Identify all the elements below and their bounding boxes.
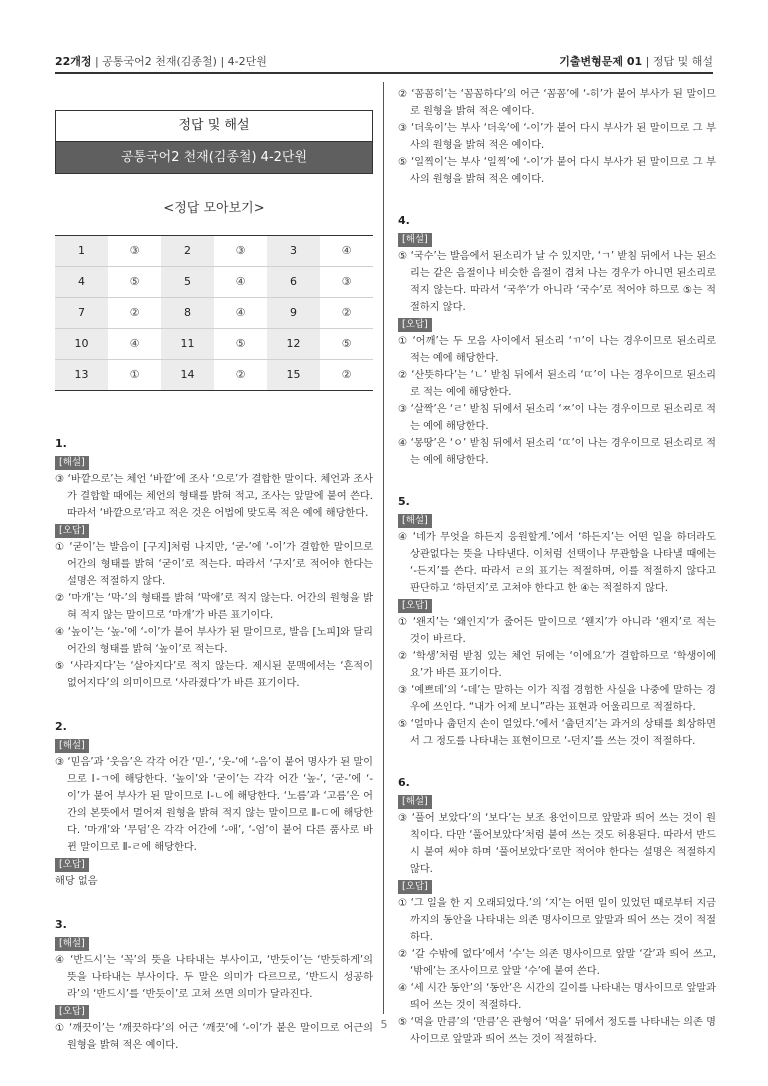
question-1-number: 1. (55, 437, 67, 450)
answer-choice: ② (108, 298, 161, 328)
question-number: 9 (267, 298, 320, 328)
explain-tag: [해설] (398, 233, 432, 247)
answer-row (55, 298, 373, 329)
wrong-tag: [오답] (398, 318, 432, 332)
title-box (55, 110, 373, 174)
answer-row (55, 360, 373, 390)
explain-tag: [해설] (55, 937, 89, 951)
question-3-wrong-item: ③ ‘더욱이’는 부사 ‘더욱’에 ‘-이’가 붙어 다시 부사가 된 말이므로 그 부사의 원형을 밝혀 적은 예이다. (398, 123, 716, 151)
question-1-wrong-item: ② ‘마개’는 ‘막-’의 형태를 밝혀 ‘막애’로 적지 않는다. 어간의 원형을 밝혀 적지 않는 말이므로 ‘마개’가 바른 표기이다. (55, 593, 373, 621)
header-section: | 정답 및 해설 (642, 55, 713, 68)
question-number: 14 (161, 360, 214, 390)
answer-choice: ③ (320, 267, 373, 297)
question-6-wrong-item: ④ ‘세 시간 동안’의 ‘동안’은 시간의 길이를 나타내는 명사이므로 앞말과 띄어 쓰는 것이 적절하다. (398, 983, 716, 1011)
explain-tag: [해설] (55, 456, 89, 470)
header-subject: | 공통국어2 천재(김종철) | 4-2단원 (91, 55, 267, 68)
title-bottom: 공통국어2 천재(김종철) 4-2단원 (56, 142, 372, 173)
question-1-wrong-item: ① ‘굳이’는 발음이 [구지]처럼 나지만, ‘굳-’에 ‘-이’가 결합한 말이므로 어간의 형태를 밝혀 ‘굳이’로 적는다. 따라서 ‘구지’로 적어야 한다는 설명은 적절하지 않다. (55, 542, 373, 587)
question-1-explanation: ③ ‘바깥으로’는 체언 ‘바깥’에 조사 ‘으로’가 결합한 말이다. 체언과 조사가 결합할 때에는 체언의 형태를 밝혀 적고, 조사는 앞말에 붙여 쓴다. 따라서 ‘바깥으로’라고 적은 것은 어법에 맞도록 적은 예에 해당한다. (55, 474, 373, 519)
answer-choice: ⑤ (214, 329, 267, 359)
question-5-section (398, 493, 716, 750)
title-top: 정답 및 해설 (56, 111, 372, 142)
question-number: 15 (267, 360, 320, 390)
question-number: 2 (161, 236, 214, 266)
explain-tag: [해설] (55, 739, 89, 753)
answer-table (55, 235, 373, 391)
question-2-section (55, 718, 373, 890)
question-number: 10 (55, 329, 108, 359)
question-number: 12 (267, 329, 320, 359)
left-column (55, 86, 373, 1054)
question-2-wrong-text: 해당 없음 (55, 876, 98, 887)
answer-choice: ⑤ (108, 267, 161, 297)
answer-row (55, 329, 373, 360)
answer-choice: ④ (320, 236, 373, 266)
wrong-tag: [오답] (398, 599, 432, 613)
header-set-title: 기출변형문제 01 (559, 55, 643, 68)
question-number: 7 (55, 298, 108, 328)
right-column (398, 86, 716, 1048)
answer-choice: ② (214, 360, 267, 390)
answer-choice: ② (320, 360, 373, 390)
question-number: 4 (55, 267, 108, 297)
page-header (55, 52, 713, 70)
question-5-wrong-item: ③ ‘예쁘데’의 ‘-데’는 말하는 이가 직접 경험한 사실을 나중에 말하는 경우에 쓰인다. “내가 어제 보니”라는 표현과 어울리므로 적절하다. (398, 685, 716, 713)
question-number: 13 (55, 360, 108, 390)
question-number: 5 (161, 267, 214, 297)
question-4-explanation: ⑤ ‘국수’는 발음에서 된소리가 날 수 있지만, ‘ㄱ’ 받침 뒤에서 나는 된소리는 같은 음절이나 비슷한 음절이 겹쳐 나는 경우가 아니면 된소리로 적지 않는다. 따라서 ‘국쑤’가 아니라 ‘국수’로 적어야 하므로 ⑤는 적절하지 않다. (398, 251, 716, 313)
question-1-wrong-item: ⑤ ‘사라지다’는 ‘살아지다’로 적지 않는다. 제시된 문맥에서는 ‘흔적이 없어지다’의 의미이므로 ‘사라졌다’가 바른 표기이다. (55, 661, 373, 689)
answer-choice: ③ (214, 236, 267, 266)
question-3-wrong-item: ⑤ ‘일찍이’는 부사 ‘일찍’에 ‘-이’가 붙어 다시 부사가 된 말이므로 그 부사의 원형을 밝혀 적은 예이다. (398, 157, 716, 185)
question-5-explanation: ④ ‘네가 무엇을 하든지 응원할게.’에서 ‘하든지’는 어떤 일을 하더라도 상관없다는 뜻을 나타낸다. 이처럼 선택이나 무관함을 나타낼 때에는 ‘-든지’를 쓴다. 따라서 ㄹ의 표기는 적절하며, 이를 적절하지 않다고 판단하고 ‘하던지’로 고쳐야 한다고 한 ④는 적절하지 않다. (398, 532, 716, 594)
answer-choice: ① (108, 360, 161, 390)
header-rule (55, 72, 713, 74)
answer-choice: ④ (108, 329, 161, 359)
wrong-tag: [오답] (55, 1005, 89, 1019)
question-5-number: 5. (398, 495, 410, 508)
question-1-wrong-item: ④ ‘높이’는 ‘높-’에 ‘-이’가 붙어 부사가 된 말이므로, 발음 [노피]와 달리 어간의 형태를 밝혀 ‘높이’로 적는다. (55, 627, 373, 655)
answer-choice: ⑤ (320, 329, 373, 359)
header-left (55, 53, 267, 69)
question-6-wrong-item: ⑤ ‘먹을 만큼’의 ‘만큼’은 관형어 ‘먹을’ 뒤에서 정도를 나타내는 의존 명사이므로 앞말과 띄어 쓰는 것이 적절하다. (398, 1017, 716, 1045)
answer-choice: ② (320, 298, 373, 328)
question-number: 1 (55, 236, 108, 266)
question-number: 3 (267, 236, 320, 266)
question-2-number: 2. (55, 720, 67, 733)
question-4-wrong-item: ③ ‘살짝’은 ‘ㄹ’ 받침 뒤에서 된소리 ‘ㅉ’이 나는 경우이므로 된소리로 적는 예에 해당한다. (398, 404, 716, 432)
question-3-wrong-item: ① ‘깨끗이’는 ‘깨끗하다’의 어근 ‘깨끗’에 ‘-이’가 붙은 말이므로 어근의 원형을 밝혀 적은 예이다. (55, 1023, 373, 1051)
wrong-tag: [오답] (55, 858, 89, 872)
question-6-section (398, 774, 716, 1048)
question-4-wrong-item: ① ‘어깨’는 두 모음 사이에서 된소리 ‘ㄲ’이 나는 경우이므로 된소리로 적는 예에 해당한다. (398, 336, 716, 364)
question-6-wrong-item: ② ‘갈 수밖에 없다’에서 ‘수’는 의존 명사이므로 앞말 ‘갈’과 띄어 쓰고, ‘밖에’는 조사이므로 앞말 ‘수’에 붙여 쓴다. (398, 949, 716, 977)
answer-row (55, 236, 373, 267)
question-4-section (398, 212, 716, 469)
question-3-wrong-item: ② ‘꼼꼼히’는 ‘꼼꼼하다’의 어근 ‘꼼꼼’에 ‘-히’가 붙어 부사가 된 말이므로 원형을 밝혀 적은 예이다. (398, 89, 716, 117)
header-right (559, 53, 713, 69)
answer-choice: ③ (108, 236, 161, 266)
question-3-section (55, 916, 373, 1054)
question-1-section (55, 435, 373, 692)
question-6-wrong-item: ① ‘그 일을 한 지 오래되었다.’의 ‘지’는 어떤 일이 있었던 때로부터 지금까지의 동안을 나타내는 의존 명사이므로 앞말과 띄어 쓰는 것이 적절하다. (398, 898, 716, 943)
column-divider (383, 82, 384, 1014)
question-2-explanation: ③ ‘믿음’과 ‘웃음’은 각각 어간 ‘믿-’, ‘웃-’에 ‘-음’이 붙어 명사가 된 말이므로 Ⅰ-ㄱ에 해당한다. ‘높이’와 ‘굳이’는 각각 어간 ‘높-’, ‘굳-’에 ‘-이’가 붙어 부사가 된 말이므로 Ⅰ-ㄴ에 해당한다. ‘노름’과 ‘고름’은 어간의 본뜻에서 멀어져 원형을 밝혀 적지 않는 말이므로 Ⅱ-ㄷ에 해당한다. ‘마개’와 ‘무덤’은 각각 어간에 ‘-애’, ‘-엄’이 붙어 다른 품사로 바뀐 말이므로 Ⅱ-ㄹ에 해당한다. (55, 757, 373, 853)
question-6-explanation: ③ ‘풀어 보았다’의 ‘보다’는 보조 용언이므로 앞말과 띄어 쓰는 것이 원칙이다. 다만 ‘풀어보았다’처럼 붙여 쓰는 것도 허용된다. 따라서 반드시 붙여 써야 하며 ‘풀어보았다’로만 적어야 한다는 설명은 적절하지 않다. (398, 813, 716, 875)
explain-tag: [해설] (398, 795, 432, 809)
question-5-wrong-item: ② ‘학생’처럼 받침 있는 체언 뒤에는 ‘이에요’가 결합하므로 ‘학생이에요’가 바른 표기이다. (398, 651, 716, 679)
header-edition: 22개정 (55, 55, 92, 68)
question-number: 8 (161, 298, 214, 328)
answer-choice: ④ (214, 298, 267, 328)
page-number: 5 (380, 1018, 388, 1031)
question-number: 11 (161, 329, 214, 359)
explain-tag: [해설] (398, 514, 432, 528)
answer-choice: ④ (214, 267, 267, 297)
answer-summary-heading: <정답 모아보기> (163, 201, 265, 216)
question-3-explanation: ④ ‘반드시’는 ‘꼭’의 뜻을 나타내는 부사이고, ‘반듯이’는 ‘반듯하게’의 뜻을 나타내는 부사이다. 두 말은 의미가 다르므로, ‘반드시 성공하라’의 ‘반드시’를 ‘반듯이’로 고쳐 쓰면 의미가 달라진다. (55, 955, 373, 1000)
question-3-number: 3. (55, 918, 67, 931)
wrong-tag: [오답] (55, 524, 89, 538)
question-6-number: 6. (398, 776, 410, 789)
question-4-wrong-item: ② ‘산뜻하다’는 ‘ㄴ’ 받침 뒤에서 된소리 ‘ㄸ’이 나는 경우이므로 된소리로 적는 예에 해당한다. (398, 370, 716, 398)
answer-row (55, 267, 373, 298)
wrong-tag: [오답] (398, 880, 432, 894)
question-5-wrong-item: ⑤ ‘얼마나 춥던지 손이 얼었다.’에서 ‘춥던지’는 과거의 상태를 회상하면서 그 정도를 나타내는 표현이므로 ‘-던지’를 쓰는 것이 적절하다. (398, 719, 716, 747)
question-4-number: 4. (398, 214, 410, 227)
question-number: 6 (267, 267, 320, 297)
question-5-wrong-item: ① ‘왠지’는 ‘왜인지’가 줄어든 말이므로 ‘웬지’가 아니라 ‘왠지’로 적는 것이 바르다. (398, 617, 716, 645)
question-4-wrong-item: ④ ‘몽땅’은 ‘ㅇ’ 받침 뒤에서 된소리 ‘ㄸ’이 나는 경우이므로 된소리로 적는 예에 해당한다. (398, 438, 716, 466)
